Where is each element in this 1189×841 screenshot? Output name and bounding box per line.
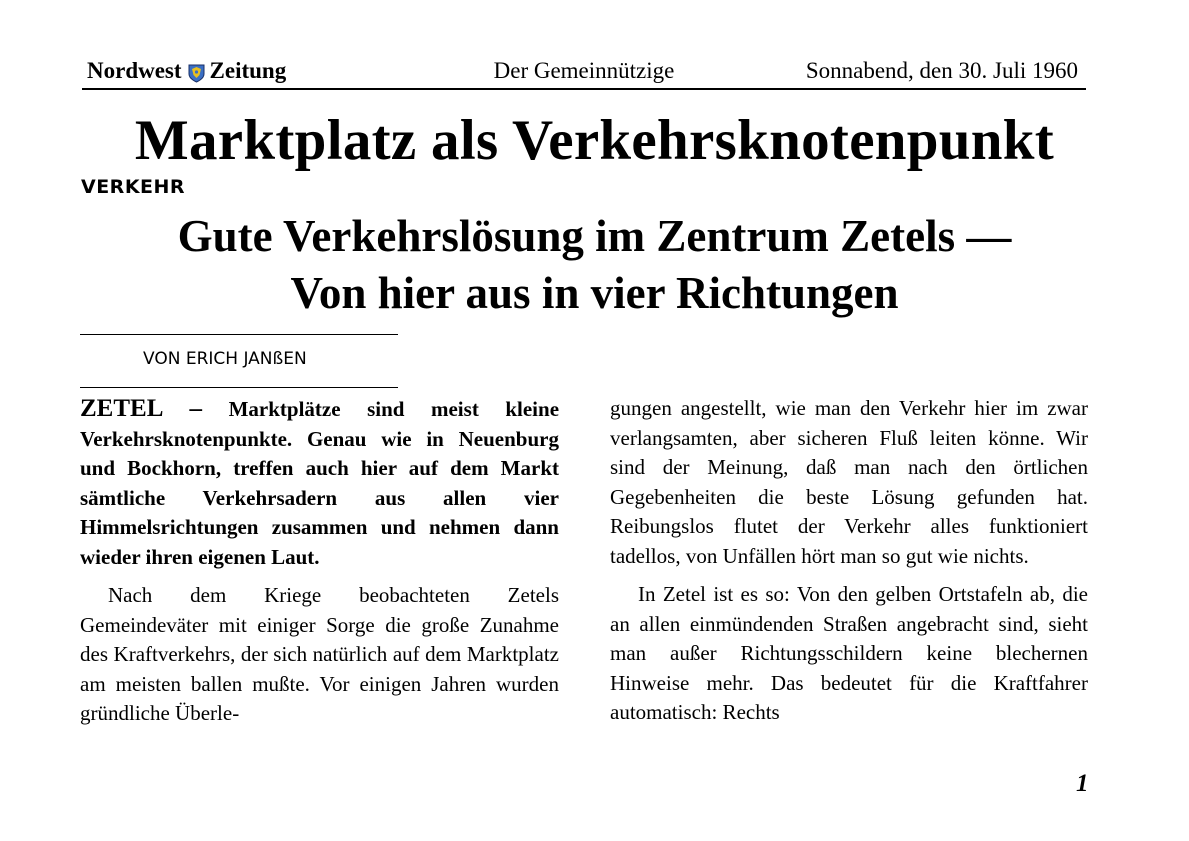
text-column-left	[80, 394, 559, 729]
author-byline: VON ERICH JANßEN	[143, 349, 307, 369]
masthead-section: Der Gemeinnützige	[493, 58, 675, 83]
text-column-right	[610, 394, 1088, 728]
article-rubric: VERKEHR	[81, 176, 186, 198]
brand-name-right: Zeitung	[209, 58, 287, 83]
body-paragraph: gungen angestellt, wie man den Verkehr hier im zwar verlangsamten, aber sicheren Fluß leiten könne. Wir sind der Meinung, daß man nach den örtlichen Gegebenheiten die beste Lösung gefunden hat. Reibungslos flutet der Verkehr alles funktioniert tadellos, von Unfällen hört man so gut wie nichts.	[610, 396, 1088, 568]
lead-text: Marktplätze sind meist kleine Verkehrsknotenpunkte. Genau wie in Neuenburg und Bockhorn, treffen auch hier auf dem Markt sämtliche Verkehrsadern aus allen vier Himmelsrichtungen zusammen und nehmen dann wieder ihren eigenen Laut.	[80, 397, 560, 569]
subhead-line-2: Von hier aus in vier Richtungen	[290, 268, 899, 318]
masthead	[82, 58, 1086, 90]
article-subheadline	[0, 208, 1189, 322]
lead-paragraph	[80, 394, 559, 572]
body-paragraph: Nach dem Kriege beobachteten Zetels Gemeindeväter mit einiger Sorge die große Zunahme des Kraftverkehrs, der sich natürlich auf dem Marktplatz am meisten ballen mußte. Vor einigen Jahren wurden gründliche Überle-	[80, 583, 559, 725]
brand-name-left: Nordwest	[87, 58, 182, 83]
lead-dateline: ZETEL –	[80, 395, 203, 422]
subhead-line-1: Gute Verkehrslösung im Zentrum Zetels —	[177, 211, 1012, 261]
body-paragraph: In Zetel ist es so: Von den gelben Ortstafeln ab, die an allen einmündenden Straßen angebracht sind, sieht man außer Richtungsschildern keine blechernen Hinweise mehr. Das bedeutet für die Kraftfahrer automatisch: Rechts	[610, 582, 1088, 724]
byline-box	[80, 334, 398, 388]
article-headline: Marktplatz als Verkehrsknotenpunkt	[134, 109, 1055, 172]
masthead-date: Sonnabend, den 30. Juli 1960	[805, 58, 1078, 83]
page-number: 1	[1076, 770, 1089, 797]
